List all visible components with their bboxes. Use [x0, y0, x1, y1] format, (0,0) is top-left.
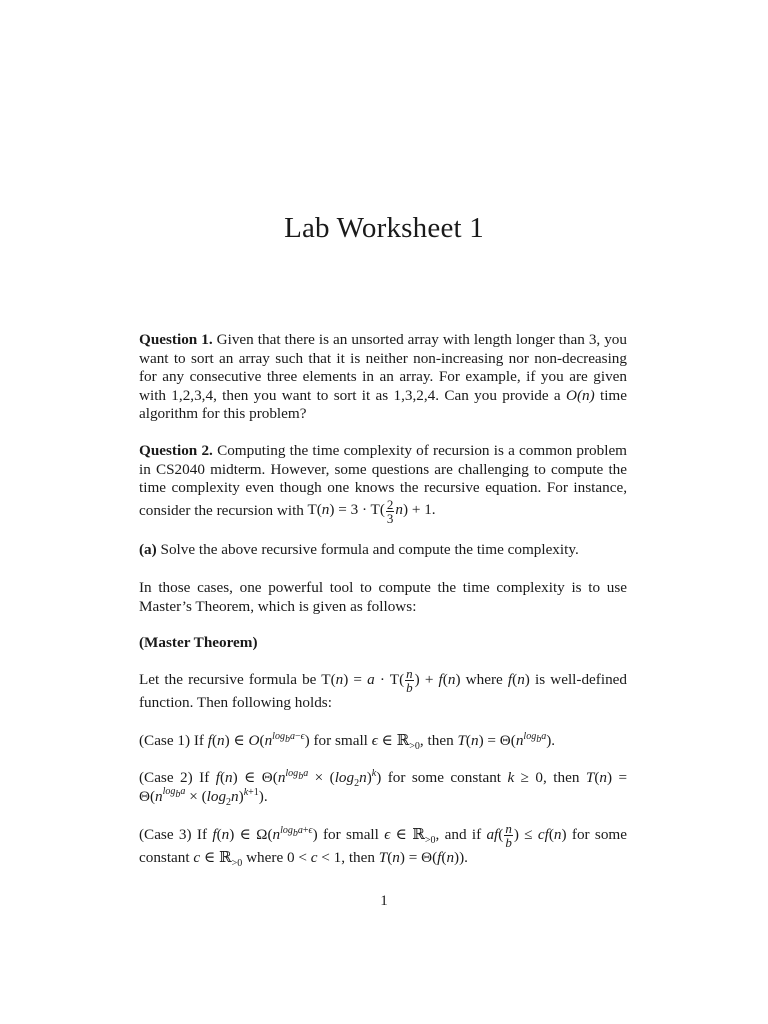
let-text-a: Let the recursive formula be — [139, 670, 322, 688]
case-3-label: (Case 3) — [139, 825, 192, 843]
part-a-text: Solve the above recursive formula and compute the time complexity. — [160, 541, 579, 558]
question-2 — [139, 442, 627, 525]
page-number: 1 — [380, 893, 388, 909]
question-2-label: Question 2. — [139, 442, 213, 459]
page-title: Lab Worksheet 1 — [284, 212, 484, 244]
question-1-complexity: O(n) — [566, 386, 595, 404]
let-text-b: where — [460, 670, 508, 688]
f-of-n: f — [507, 670, 513, 688]
question-1-text-b: time algorithm for this problem? — [139, 386, 627, 422]
question-1-label: Question 1. — [139, 331, 213, 348]
part-a-label: (a) — [139, 541, 157, 558]
question-1-text-a: Given that there is an unsorted array with length longer than 3, you want to sort an array such that it is neither non-increasing nor non-decreasing for any consecutive three elements in an array. For example, if you are given with 1,2,3,4, then you want to sort it as 1,3,2,4. Can you provide a — [139, 331, 627, 404]
question-2-recursion: T(n) = 3 · T( $\frac{2}{3}$ n) + 1. — [307, 496, 436, 526]
question-1 — [139, 331, 627, 424]
part-a — [139, 541, 627, 560]
intro-paragraph: In those cases, one powerful tool to compute the time complexity is to use Master’s Theorem, which is given as follows: — [139, 579, 627, 615]
recursive-formula: T(n) = a · T( $\frac{n}{b}$ ) + f(n) — [321, 666, 461, 695]
case-2-label: (Case 2) — [139, 769, 193, 786]
let-text-c: is well-defined function. Then following holds: — [139, 670, 627, 711]
master-theorem-statement: Let the recursive formula be T(n) = a · T( $\frac{n}{b}$ ) + f(n) where f(n) is well-defined function. Then following holds: — [139, 666, 627, 711]
case-1: (Case 1) If f(n) ∈ $O(n^{log_ba-\epsilon})$ for small ϵ ∈ ℝ$_{>0}$, then $T(n) = \Theta(n^{log_ba})$. — [139, 730, 556, 753]
question-2-text: Computing the time complexity of recursion is a common problem in CS2040 midterm. However, some questions are challenging to compute the time complexity even though one knows the recursive equation. For instance, consider the recursion with — [139, 442, 627, 519]
case-1-label: (Case 1) — [139, 732, 191, 749]
case-2: (Case 2) If f(n) ∈ $\Theta(n^{log_ba} \times (\log_2n)^k)$ for some constant k ≥ 0, then $T(n) = \Theta(n^{log_ba} \times (\log_2n)^{k+1})$. — [139, 767, 628, 808]
case-3: (Case 3) If f(n) ∈ $\Omega(n^{log_ba+\epsilon})$ for small ϵ ∈ ℝ$_{>0}$, and if af( $\frac{n}{b}$ ) ≤ cf(n) for some constant c ∈ ℝ$_{>0}$ where 0 < c < 1, then T(n) = Θ(f(n)). — [139, 821, 627, 870]
master-theorem-heading: (Master Theorem) — [139, 634, 258, 651]
